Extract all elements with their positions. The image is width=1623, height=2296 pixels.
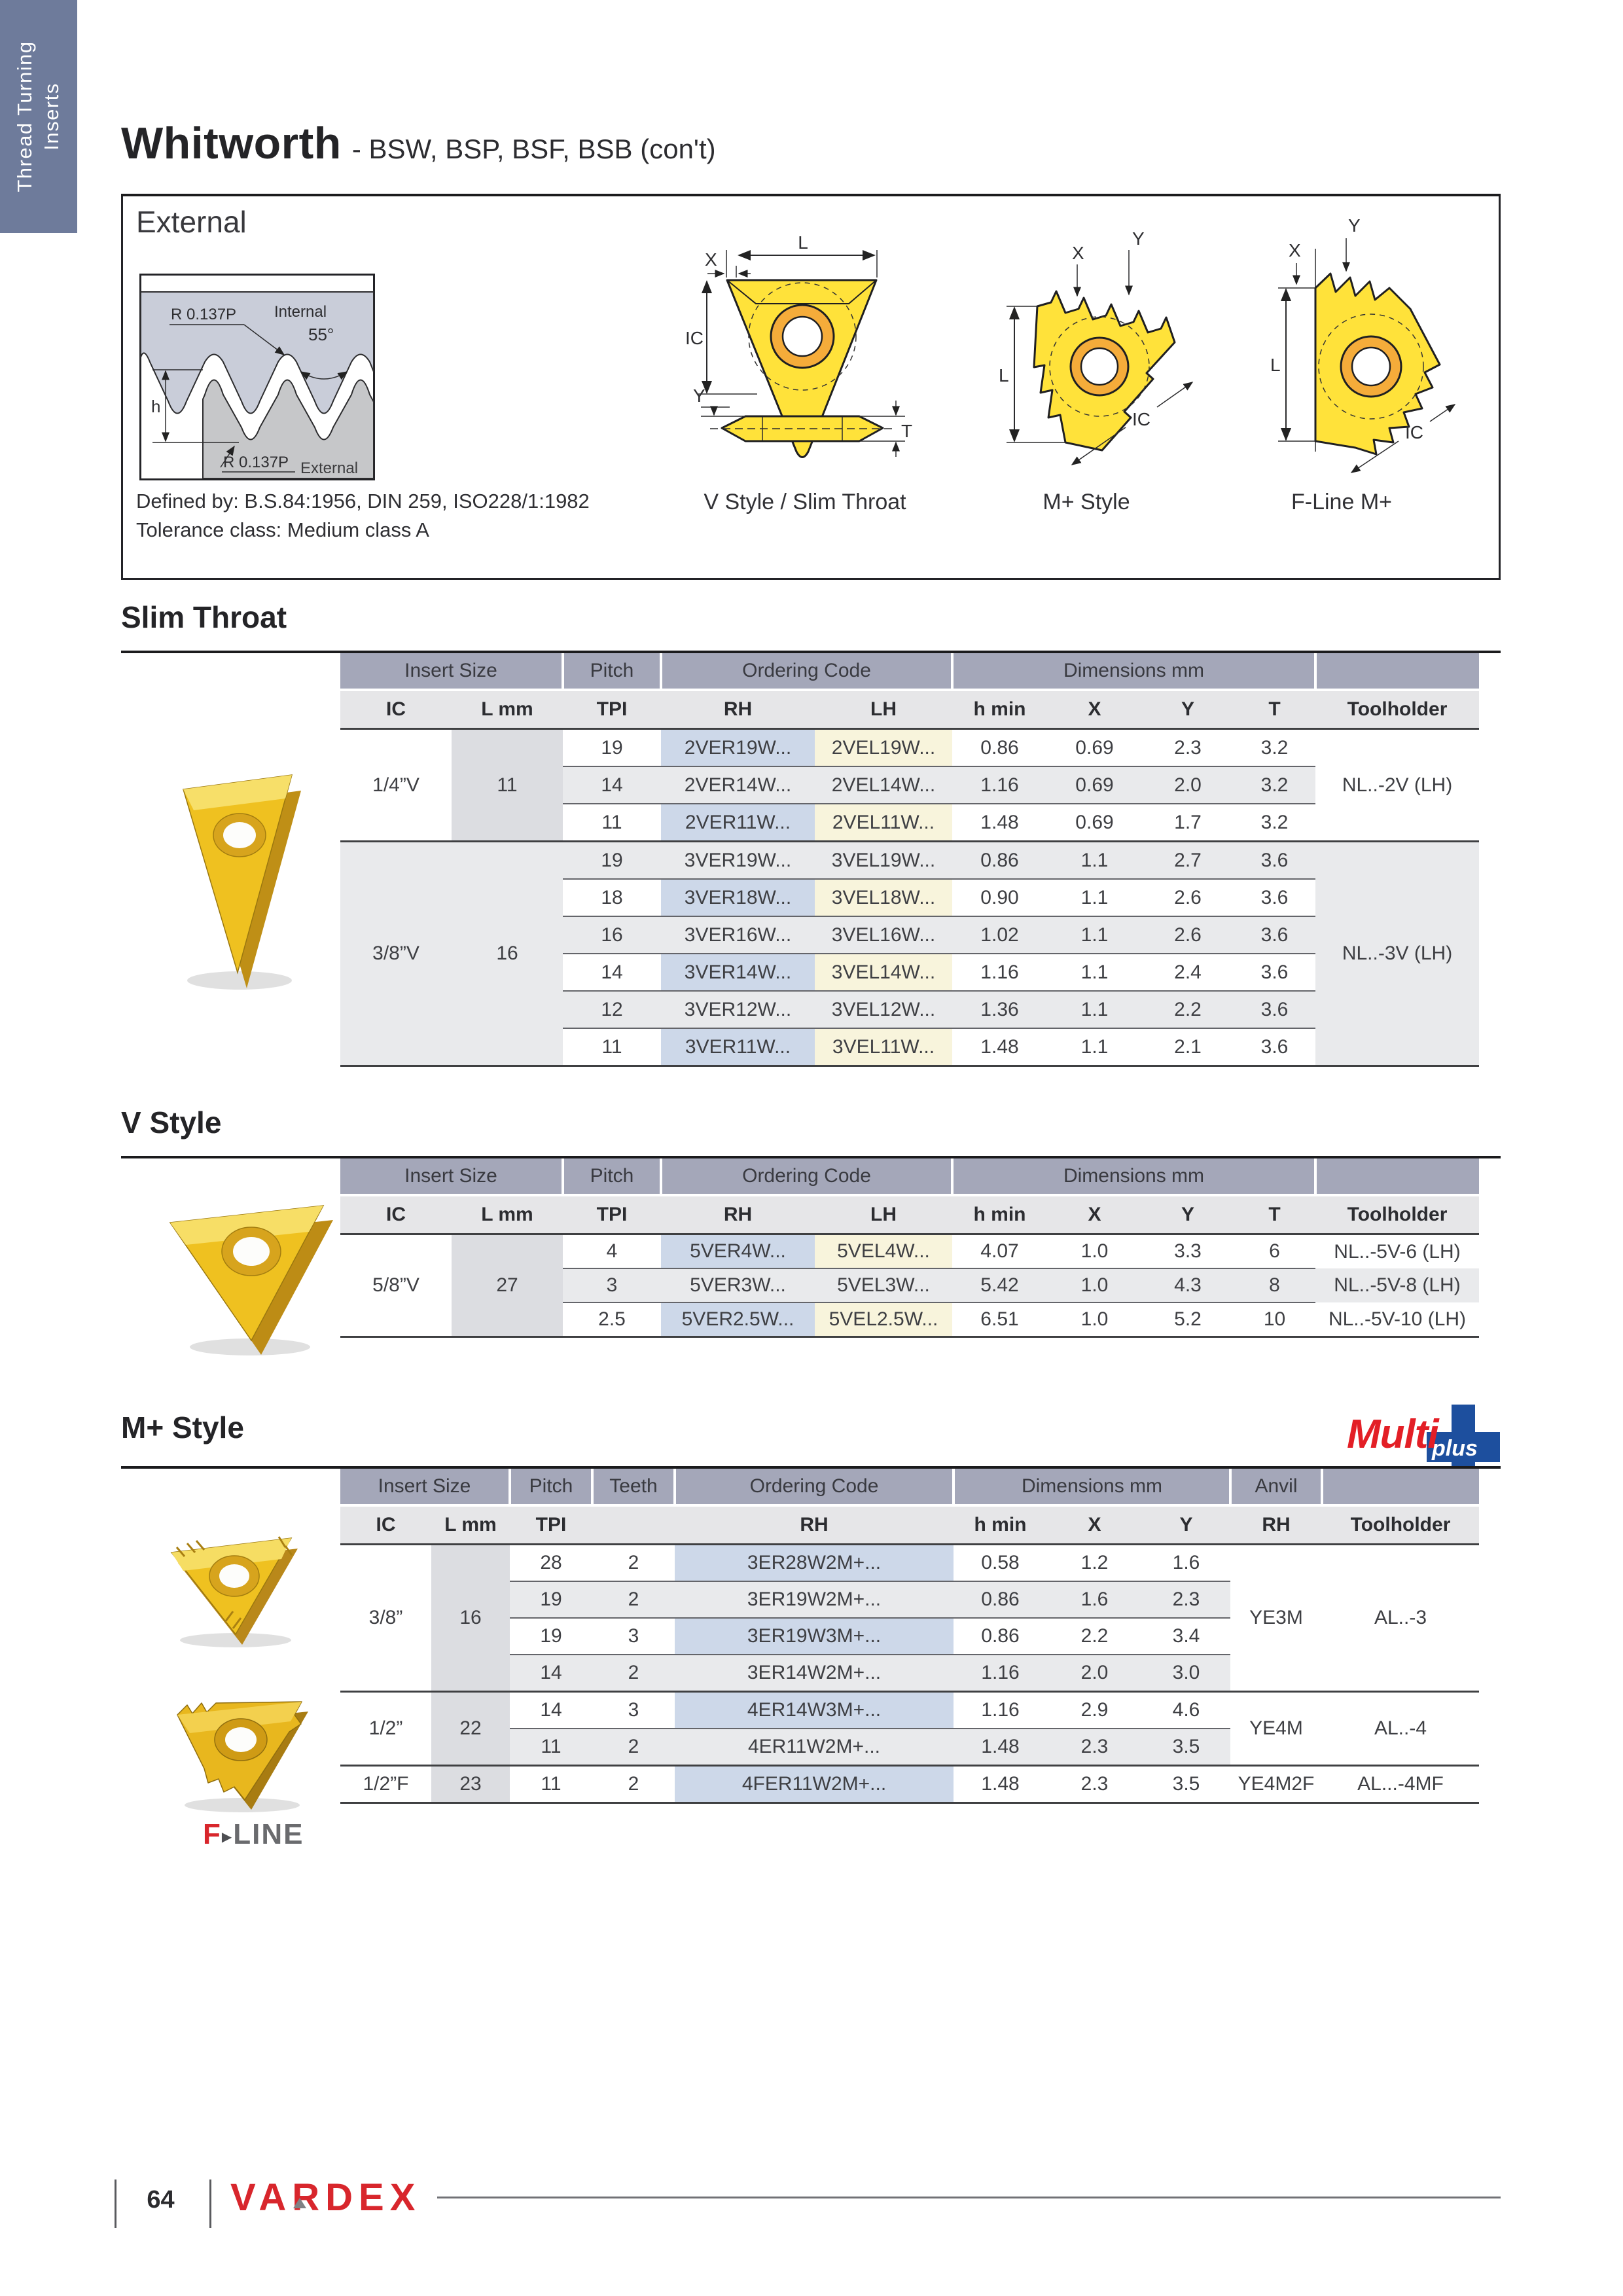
column-group-header: Insert Size [340,1158,563,1195]
table-cell: 14 [510,1692,592,1729]
column-header: L mm [431,1505,510,1545]
table-cell: 3VEL16W... [815,916,952,954]
column-header [592,1505,675,1545]
length-cell: 16 [452,842,563,1066]
sidebar-line-2: Inserts [40,82,63,151]
table-cell: 3ER28W2M+... [675,1545,954,1582]
column-group-header: Insert Size [340,653,563,690]
toolholder-cell: NL..-3V (LH) [1315,842,1479,1066]
table-cell: 3 [563,1268,661,1302]
column-header: h min [952,1195,1047,1234]
table-cell: 2.3 [1174,736,1202,759]
table-cell: 3VEL19W... [815,842,952,880]
angle-label: 55° [308,325,334,344]
column-header: L mm [452,690,563,729]
dim-l-label: L [1270,355,1281,375]
f-line-logo [203,1818,304,1851]
insert-size-cell: 3/8”V [340,842,452,1066]
page-subtitle: - BSW, BSP, BSF, BSB (con't) [351,134,716,164]
table-header-row [340,1195,1479,1234]
table-cell: 4 [606,1240,618,1262]
v-slim-throat-diagram [658,221,946,483]
table-cell: 2VER19W... [661,729,815,767]
table-cell: 5VER3W... [661,1268,815,1302]
thread-profile-diagram [139,274,375,480]
table-cell: 2 [592,1766,675,1803]
table-cell: 3 [592,1618,675,1655]
column-header: IC [340,1505,431,1545]
table-cell: 6 [1269,1240,1280,1262]
table-cell: 3 [592,1692,675,1729]
table-cell: 2 [592,1581,675,1618]
table-cell: 1.48 [952,1028,1047,1066]
column-group-header [1315,1158,1479,1195]
table-cell: 18 [563,879,661,916]
column-header: RH [661,1195,815,1234]
table-cell: 0.86 [954,1581,1047,1618]
dim-ic-label: IC [1132,409,1150,429]
table-row [340,1234,1479,1269]
table-cell: 5VER2.5W... [661,1302,815,1337]
external-shape-label: External [300,459,359,477]
column-group-header: Ordering Code [661,1158,952,1195]
table-cell: 14 [510,1655,592,1692]
table-cell: 8 [1234,1268,1315,1302]
insert-size-cell: 3/8” [340,1545,431,1692]
table-cell: 2.6 [1142,879,1234,916]
section-title-slim-throat: Slim Throat [121,600,287,634]
column-group-header: Pitch [563,1158,661,1195]
table-cell: 1.16 [954,1692,1047,1729]
column-header: RH [661,690,815,729]
column-header: X [1047,1505,1142,1545]
diagram-caption-f-line: F-Line M+ [1291,490,1392,514]
column-header: X [1047,690,1142,729]
page-title: Whitworth [121,118,342,168]
table-cell: 2 [592,1729,675,1766]
column-group-header: Ordering Code [661,653,952,690]
anvil-cell: YE3M [1230,1545,1322,1692]
table-row [340,1766,1479,1803]
column-header: LH [815,690,952,729]
table-cell: 16 [563,916,661,954]
slim-throat-table [340,653,1479,1067]
insert-size-cell: 1/2”F [340,1766,431,1803]
table-cell: 2.5 [563,1302,661,1337]
table-cell: 19 [510,1581,592,1618]
table-cell: 2.2 [1142,991,1234,1028]
table-row [340,1545,1479,1582]
slim-throat-insert-photo [162,744,313,999]
table-cell: 3VER19W... [661,842,815,880]
footer-bar-left [115,2179,116,2228]
table-cell: 1.48 [954,1729,1047,1766]
table-cell: 1.0 [1047,1268,1142,1302]
table-cell: 11 [510,1729,592,1766]
page-title-row [121,118,716,169]
section-title-m-plus: M+ Style [121,1410,244,1444]
column-group-header: Dimensions mm [952,653,1315,690]
table-cell: 1.02 [952,916,1047,954]
table-cell: 3.6 [1234,842,1315,880]
section-title-v-style: V Style [121,1105,222,1139]
table-cell: 1.0 [1047,1302,1142,1337]
table-cell: 3VER14W... [661,954,815,991]
table-cell: 0.90 [952,879,1047,916]
column-group-header: Insert Size [340,1469,510,1505]
table-cell: 4.07 [980,1240,1019,1262]
table-cell: 1.48 [954,1766,1047,1803]
dim-t-label: T [901,421,913,441]
column-header: TPI [563,690,661,729]
column-header: IC [340,690,452,729]
insert-size-cell: 1/4”V [340,729,452,842]
table-cell: 1.1 [1047,1028,1142,1066]
table-cell: 0.86 [952,842,1047,880]
table-cell: 4ER11W2M+... [675,1729,954,1766]
table-cell: 1.0 [1080,1240,1109,1262]
table-group-header-row [340,653,1479,690]
column-header: L mm [452,1195,563,1234]
footer-line [437,2197,1501,2198]
data-table [340,1158,1479,1338]
table-cell: 12 [563,991,661,1028]
table-cell: 1.6 [1047,1581,1142,1618]
table-cell: 11 [563,804,661,842]
column-header: TPI [510,1505,592,1545]
table-cell: NL..-5V-6 (LH) [1334,1240,1461,1263]
column-group-header: Teeth [592,1469,675,1505]
anvil-cell: YE4M [1230,1692,1322,1766]
length-cell: 27 [452,1234,563,1337]
column-header: Toolholder [1322,1505,1479,1545]
table-cell: 19 [563,842,661,880]
table-row [340,842,1479,880]
column-group-header [1315,653,1479,690]
column-header: T [1234,690,1315,729]
external-label: External [136,205,247,239]
table-header-row [340,690,1479,729]
data-table [340,653,1479,1067]
table-cell: 2 [592,1655,675,1692]
table-cell: 1.1 [1047,991,1142,1028]
column-header: RH [1230,1505,1322,1545]
table-cell: 0.69 [1047,804,1142,842]
table-cell: 28 [540,1552,562,1573]
insert-size-cell: 5/8”V [340,1234,452,1337]
table-cell: 0.86 [980,736,1019,759]
table-cell: 3.6 [1234,954,1315,991]
table-cell: 2.2 [1047,1618,1142,1655]
f-line-line-text: LINE [233,1818,304,1850]
toolholder-cell: AL..-3 [1322,1545,1479,1692]
table-cell: 1.16 [954,1655,1047,1692]
column-header: h min [954,1505,1047,1545]
radius-top-label: R 0.137P [171,306,237,323]
insert-size-cell: 1/2” [340,1692,431,1766]
sidebar-tab-thread-turning-inserts [0,0,77,233]
table-cell: 3.6 [1234,991,1315,1028]
table-cell: 3.2 [1234,804,1315,842]
table-group-header-row [340,1469,1479,1505]
column-header: IC [340,1195,452,1234]
table-cell: 3.5 [1142,1729,1230,1766]
table-cell: 3.5 [1142,1766,1230,1803]
toolholder-cell: AL...-4MF [1322,1766,1479,1803]
column-header: RH [675,1505,954,1545]
tolerance-text: Tolerance class: Medium class A [136,518,429,541]
column-group-header: Pitch [563,653,661,690]
table-row [340,1692,1479,1729]
diagram-caption-m-plus: M+ Style [1043,490,1130,514]
column-header: Y [1142,1505,1230,1545]
dim-y-label: Y [1132,228,1145,249]
m-plus-diagram [975,221,1204,483]
table-cell: 0.86 [954,1618,1047,1655]
toolholder-cell: AL..-4 [1322,1692,1479,1766]
table-cell: NL..-5V-10 (LH) [1328,1308,1467,1330]
table-cell: 0.69 [1075,736,1114,759]
dim-l-label: L [798,232,808,253]
multiplus-plus-text: plus [1432,1436,1478,1461]
table-cell: 2.0 [1047,1655,1142,1692]
internal-label: Internal [274,303,327,321]
table-cell: 3.3 [1174,1240,1202,1262]
column-group-header: Dimensions mm [954,1469,1230,1505]
table-cell: 3VEL11W... [815,1028,952,1066]
table-cell: 5VER4W... [661,1234,815,1269]
table-cell: 14 [563,766,661,804]
table-cell: 3ER14W2M+... [675,1655,954,1692]
m-plus-table [340,1469,1479,1804]
table-cell: 3.0 [1142,1655,1230,1692]
page-number: 64 [147,2186,175,2214]
table-cell: 2.9 [1047,1692,1142,1729]
f-line-insert-photo [161,1669,318,1816]
table-cell: 2 [628,1552,639,1573]
data-table [340,1469,1479,1804]
column-header: Y [1142,1195,1234,1234]
table-cell: 3VER11W... [661,1028,815,1066]
table-cell: 0.69 [1047,766,1142,804]
table-cell: 1.2 [1080,1552,1109,1573]
table-header-row [340,1505,1479,1545]
dim-x-label: X [1072,243,1084,263]
column-group-header: Pitch [510,1469,592,1505]
table-cell: 2VEL11W... [815,804,952,842]
column-header: LH [815,1195,952,1234]
table-cell: 0.58 [981,1552,1020,1573]
table-cell: 1.1 [1047,879,1142,916]
table-cell: 4.3 [1142,1268,1234,1302]
table-row [340,729,1479,767]
table-cell: 19 [510,1618,592,1655]
table-cell: 3ER19W2M+... [675,1581,954,1618]
dim-y-label: Y [1348,215,1361,236]
column-header: Toolholder [1315,1195,1479,1234]
table-cell: NL..-5V-8 (LH) [1315,1268,1479,1302]
m-plus-insert-photo [157,1513,311,1651]
diagram-caption-v-slim: V Style / Slim Throat [704,490,906,514]
column-group-header: Ordering Code [675,1469,954,1505]
length-cell: 11 [452,729,563,842]
vardex-logo: VARDEX [230,2176,421,2219]
table-group-header-row [340,1158,1479,1195]
table-cell: 2VER11W... [661,804,815,842]
sidebar-line-1: Thread Turning [13,41,37,192]
dim-x-label: X [1289,240,1301,260]
table-cell: 5.42 [952,1268,1047,1302]
table-cell: 2.7 [1142,842,1234,880]
table-cell: 2.0 [1142,766,1234,804]
table-cell: 2.3 [1142,1581,1230,1618]
dim-x-label: X [705,249,717,270]
table-cell: 3VEL18W... [815,879,952,916]
table-cell: 3VEL14W... [815,954,952,991]
column-header: h min [952,690,1047,729]
table-cell: 4ER14W3M+... [675,1692,954,1729]
table-cell: 3.6 [1234,1028,1315,1066]
table-cell: 2.6 [1142,916,1234,954]
table-cell: 2.3 [1047,1766,1142,1803]
dim-ic-label: IC [1405,422,1423,442]
table-cell: 3VER18W... [661,879,815,916]
table-cell: 1.1 [1047,916,1142,954]
column-header: T [1234,1195,1315,1234]
table-cell: 3VEL12W... [815,991,952,1028]
table-cell: 11 [563,1028,661,1066]
length-cell: 16 [431,1545,510,1692]
table-cell: 6.51 [952,1302,1047,1337]
f-line-f-text: F [203,1818,221,1850]
column-group-header [1322,1469,1479,1505]
f-line-arrow-icon: ▶ [221,1829,232,1844]
table-cell: 3ER19W3M+... [675,1618,954,1655]
radius-bottom-label: R 0.137P [223,454,289,471]
table-cell: 4.6 [1142,1692,1230,1729]
table-cell: 10 [1234,1302,1315,1337]
column-group-header: Dimensions mm [952,1158,1315,1195]
table-cell: 11 [510,1766,592,1803]
table-cell: 14 [563,954,661,991]
toolholder-cell: NL..-2V (LH) [1315,729,1479,842]
table-cell: 3.2 [1234,766,1315,804]
anvil-cell: YE4M2F [1230,1766,1322,1803]
column-header: Y [1142,690,1234,729]
table-cell: 1.1 [1047,954,1142,991]
table-cell: 1.36 [952,991,1047,1028]
column-group-header: Anvil [1230,1469,1322,1505]
footer-bar-right [209,2179,211,2228]
v-style-insert-photo [152,1172,338,1361]
table-cell: 1.1 [1047,842,1142,880]
table-cell: 3.6 [1234,879,1315,916]
h-label: h [151,397,161,416]
table-cell: 5VEL2.5W... [815,1302,952,1337]
column-header: Toolholder [1315,690,1479,729]
defined-by-text: Defined by: B.S.84:1956, DIN 259, ISO228/1:1982 [136,490,590,512]
dim-y-label: Y [693,386,705,406]
sidebar-tab-label [0,0,77,233]
table-cell: 3.4 [1142,1618,1230,1655]
table-cell: 1.16 [952,766,1047,804]
table-cell: 3VER12W... [661,991,815,1028]
dim-ic-label: IC [685,328,704,348]
table-cell: 1.7 [1142,804,1234,842]
table-cell: 19 [601,736,623,759]
column-header: TPI [563,1195,661,1234]
table-cell: 5.2 [1142,1302,1234,1337]
table-cell: 3.6 [1234,916,1315,954]
table-cell: 2.1 [1142,1028,1234,1066]
table-cell: 2.4 [1142,954,1234,991]
table-cell: 5VEL3W... [815,1268,952,1302]
table-cell: 4FER11W2M+... [675,1766,954,1803]
table-cell: 2VEL19W... [815,729,952,767]
table-cell: 2VEL14W... [815,766,952,804]
vardex-logo-triangle-icon [293,2198,306,2208]
f-line-diagram [1214,211,1476,486]
column-header: X [1047,1195,1142,1234]
table-cell: 3.2 [1260,736,1289,759]
table-cell: 3VER16W... [661,916,815,954]
length-cell: 23 [431,1766,510,1803]
table-cell: 1.48 [952,804,1047,842]
table-cell: 1.6 [1172,1552,1200,1573]
length-cell: 22 [431,1692,510,1766]
table-cell: 5VEL4W... [815,1234,952,1269]
v-style-table [340,1158,1479,1338]
table-cell: 1.16 [952,954,1047,991]
multiplus-multi-text: Multi [1347,1412,1438,1457]
table-cell: 2.3 [1047,1729,1142,1766]
table-cell: 2VER14W... [661,766,815,804]
dim-l-label: L [999,365,1009,386]
